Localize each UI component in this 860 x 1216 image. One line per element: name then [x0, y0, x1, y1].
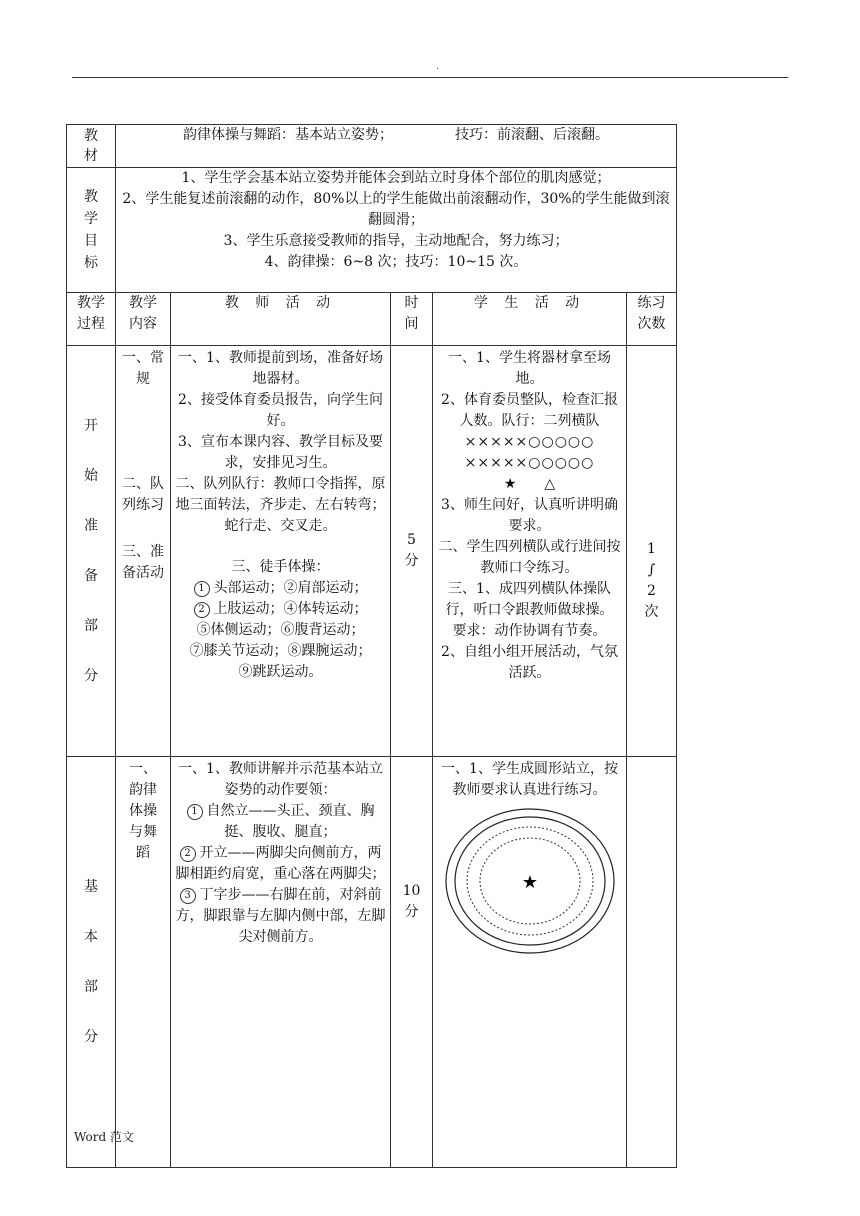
jiaocai-content-b: 技巧：前滚翻、后滚翻。	[455, 127, 609, 143]
center-star: ★	[521, 872, 538, 893]
start-student: 一、1、学生将器材拿至场地。 2、体育委员整队，检查汇报人数。队行：二列横队 ×××××○○○○○ ×××××○○○○○ ★ △ 3、师生问好，认真听讲明确要求。 二、学生四列横队或行进间按教师口令练习。 三、1、成四列横队体操队行，听口令跟教师做球操。 要求：动作协调有节奏。 2、自组小组开展活动，气氛活跃。	[433, 346, 627, 757]
start-teacher: 一、1、教师提前到场，准备好场地器材。 2、接受体育委员报告，向学生问好。 3、宣布本课内容、教学目标及要求，安排见习生。 二、队列队行：教师口令指挥，原地三面转法，齐步走、左右转弯；蛇行走、交叉走。 三、徒手体操： 1 头部运动；②肩部运动； 2 上肢运动；④体转运动； ⑤体侧运动；⑥腹背运动； ⑦膝关节运动；⑧踝腕运动； ⑨跳跃运动。	[171, 346, 391, 757]
start-count: 1 ∫ 2 次	[627, 346, 677, 757]
content-warmup: 三、准备活动	[122, 544, 164, 581]
formation-row-1: ×××××○○○○○	[464, 434, 595, 450]
row-start	[67, 346, 677, 757]
basic-time: 10分	[391, 757, 433, 1168]
formation-row-2: ×××××○○○○○	[464, 455, 595, 471]
head-student: 学 生 活 动	[433, 293, 627, 346]
circle-number-1: 1	[194, 581, 210, 597]
label-start: 开 始 准 备 部 分	[67, 346, 116, 757]
start-content	[116, 346, 171, 757]
label-mubiao: 教学目标	[67, 168, 116, 293]
goal-line-4: 4、韵律操：6~8 次；技巧：10~15 次。	[264, 254, 528, 270]
head-process: 教学过程	[67, 293, 116, 346]
head-content: 教学内容	[116, 293, 171, 346]
start-time: 5分	[391, 346, 433, 757]
head-teacher: 教 师 活 动	[171, 293, 391, 346]
label-jiaocai: 教材	[67, 125, 116, 168]
circle-number-2: 2	[180, 846, 196, 862]
footer-text: Word 范文	[74, 1130, 134, 1144]
formation-marks: ★ △	[503, 476, 556, 492]
circle-number-2: 2	[194, 602, 210, 618]
goal-line-1: 1、学生学会基本站立姿势并能体会到站立时身体个部位的肌肉感觉；	[181, 170, 611, 186]
mubiao-content	[116, 168, 677, 293]
basic-student: 一、1、学生成圆形站立，按教师要求认真进行练习。 ★	[433, 757, 627, 1168]
row-header	[67, 293, 677, 346]
goal-line-3: 3、学生乐意接受教师的指导，主动地配合，努力练习；	[223, 233, 569, 249]
circle-number-1: 1	[187, 804, 203, 820]
head-count: 练习次数	[627, 293, 677, 346]
row-basic	[67, 757, 677, 1168]
basic-teacher: 一、1、教师讲解并示范基本站立姿势的动作要领： 1 自然立——头正、颈直、胸挺、腹收、腿直； 2 开立——两脚尖向侧前方，两脚相距约肩宽，重心落在两脚尖； 3 丁字步——右脚在前，对斜前方，脚跟靠与左脚内侧中部，左脚尖对侧前方。	[171, 757, 391, 1168]
circle-number-3: 3	[180, 888, 196, 904]
header-mark: .	[436, 62, 439, 72]
label-basic: 基 本 部 分	[67, 757, 116, 1168]
jiaocai-content	[116, 125, 677, 168]
row-mubiao	[67, 168, 677, 293]
content-routine: 一、常规	[122, 350, 164, 387]
content-formation: 二、队列练习	[122, 476, 164, 513]
goal-line-2: 2、学生能复述前滚翻的动作，80%以上的学生能做出前滚翻动作，30%的学生能做到滚翻圆滑；	[122, 191, 670, 228]
basic-count	[627, 757, 677, 1168]
jiaocai-content-a: 韵律体操与舞蹈：基本站立姿势；	[183, 127, 393, 143]
circle-formation-diagram	[444, 807, 616, 955]
header-rule	[72, 77, 788, 78]
row-jiaocai	[67, 125, 677, 168]
basic-content: 一、韵律体操与舞蹈	[116, 757, 171, 1168]
lesson-plan-table	[66, 124, 677, 1168]
head-time: 时间	[391, 293, 433, 346]
